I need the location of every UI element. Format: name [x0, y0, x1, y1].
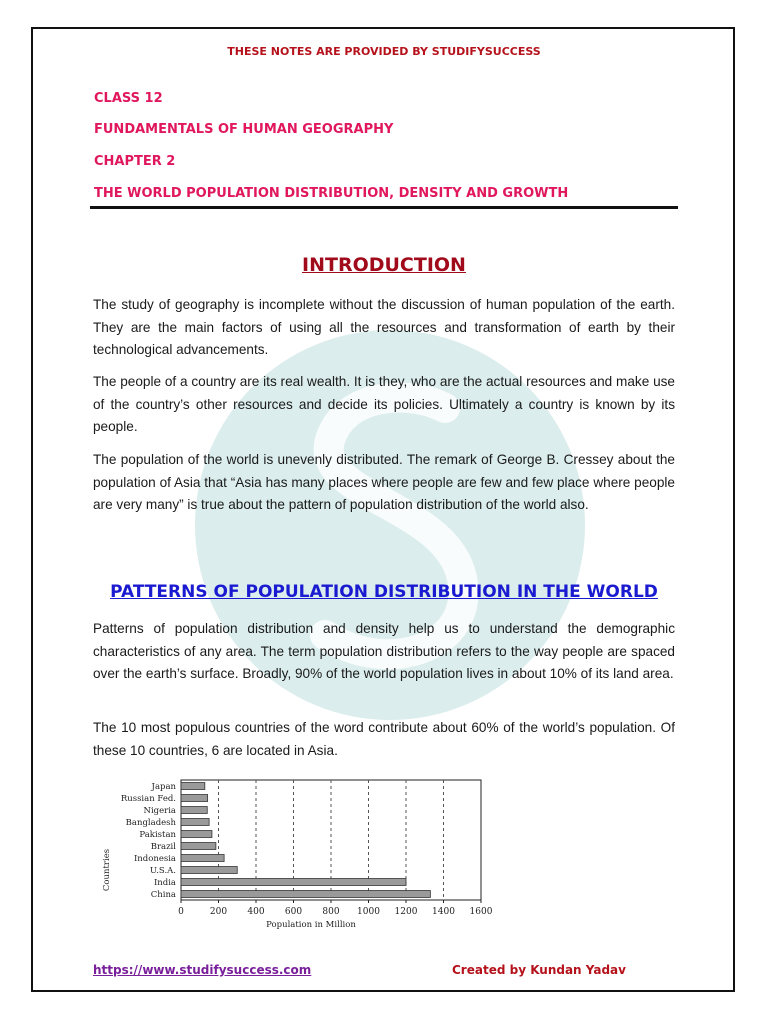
bar — [181, 807, 207, 814]
bar — [181, 867, 237, 874]
category-label: China — [150, 890, 176, 900]
category-label: Indonesia — [133, 854, 176, 864]
bar — [181, 891, 430, 898]
population-bar-chart — [97, 772, 503, 934]
chart-svg — [97, 772, 503, 934]
x-tick-label: 600 — [284, 907, 303, 917]
category-label: Pakistan — [139, 830, 176, 840]
chapter-title: THE WORLD POPULATION DISTRIBUTION, DENSITY AND GROWTH — [94, 186, 569, 201]
class-label: CLASS 12 — [94, 91, 163, 106]
x-tick-label: 400 — [247, 907, 265, 917]
x-tick-label: 1600 — [469, 907, 493, 917]
intro-paragraph-3: The population of the world is unevenly distributed. The remark of George B. Cressey about the population of Asia that “Asia has many places where people are few and few place where people are very many” is true about the pattern of population distribution of the world also. — [93, 452, 675, 512]
bar — [181, 879, 406, 886]
intro-paragraph-1: The study of geography is incomplete without the discussion of human population of the earth. They are the main factors of using all the resources and transformation of earth by their technological advancements. — [93, 297, 675, 357]
x-tick-label: 1400 — [432, 907, 455, 917]
introduction-heading: INTRODUCTION — [302, 254, 466, 276]
bar — [181, 795, 208, 802]
footer-credit: Created by Kundan Yadav — [452, 963, 626, 977]
category-label: U.S.A. — [149, 866, 176, 876]
patterns-heading: PATTERNS OF POPULATION DISTRIBUTION IN THE WORLD — [110, 582, 658, 602]
intro-paragraph-2: The people of a country are its real wealth. It is they, who are the actual resources and make use of the country’s other resources and decide its policies. Ultimately a country is known by its people. — [93, 374, 675, 434]
top-notice: THESE NOTES ARE PROVIDED BY STUDIFYSUCCESS — [227, 45, 541, 58]
bar — [181, 855, 224, 862]
bar — [181, 783, 205, 790]
header-divider — [90, 206, 678, 209]
bar — [181, 831, 212, 838]
bar — [181, 843, 216, 850]
patterns-paragraph-1: Patterns of population distribution and density help us to understand the demographic characteristics of any area. The term population distribution refers to the way people are spaced over the earth’s surface. Broadly, 90% of the world population lives in about 10% of its land area. — [93, 621, 675, 681]
x-tick-label: 0 — [178, 907, 184, 917]
category-label: Japan — [151, 782, 176, 792]
footer-website-link[interactable]: https://www.studifysuccess.com — [93, 963, 312, 977]
x-axis-label: Population in Million — [266, 920, 356, 930]
category-label: Brazil — [150, 842, 176, 852]
patterns-paragraph-2: The 10 most populous countries of the word contribute about 60% of the world’s population. Of these 10 countries, 6 are located in Asia. — [93, 720, 675, 758]
bar — [181, 819, 209, 826]
y-axis-label: Countries — [102, 848, 112, 892]
chapter-label: CHAPTER 2 — [94, 154, 176, 169]
category-label: Bangladesh — [125, 818, 176, 828]
x-tick-label: 800 — [322, 907, 340, 917]
category-label: Nigeria — [143, 806, 176, 816]
subject-label: FUNDAMENTALS OF HUMAN GEOGRAPHY — [94, 122, 394, 137]
x-tick-label: 200 — [209, 907, 228, 917]
x-tick-label: 1200 — [394, 907, 418, 917]
x-tick-label: 1000 — [357, 907, 380, 917]
category-label: Russian Fed. — [120, 794, 176, 804]
category-label: India — [153, 878, 176, 888]
